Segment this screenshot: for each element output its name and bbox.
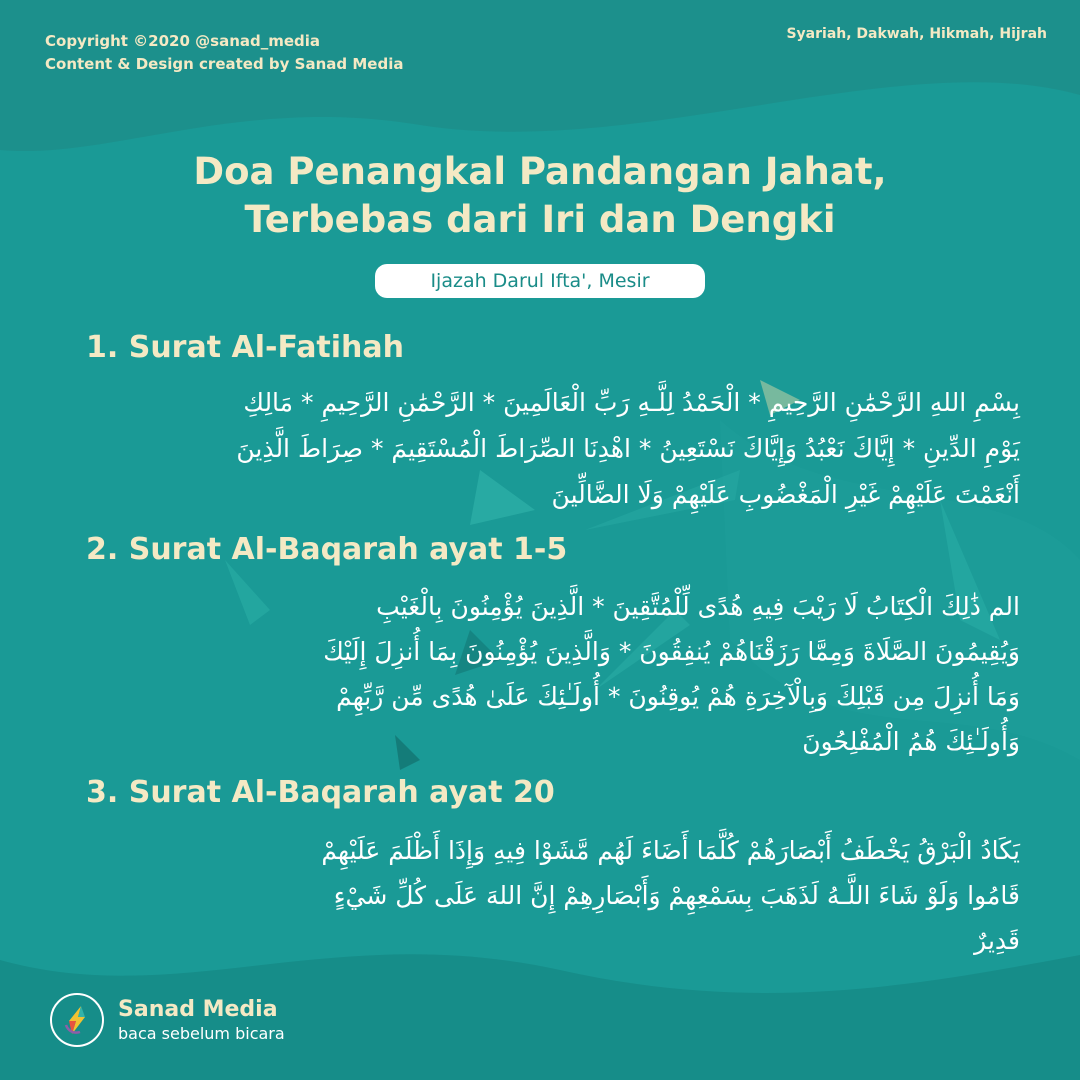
arabic-line: يَوْمِ الدِّينِ * إِيَّاكَ نَعْبُدُ وَإِيَّاكَ نَسْتَعِينُ * اهْدِنَا الصِّرَاطَ الْمُسْتَقِيمَ * صِرَاطَ الَّذِينَ [236,434,1020,463]
arabic-line: الم ذَٰلِكَ الْكِتَابُ لَا رَيْبَ فِيهِ هُدًى لِّلْمُتَّقِينَ * الَّذِينَ يُؤْمِنُونَ بِالْغَيْبِ [376,592,1020,621]
arabic-text-baqarah-1-5 [60,584,1020,764]
page-title [0,148,1080,244]
arabic-text-baqarah-20 [60,828,1020,963]
arabic-text-fatihah [60,380,1020,518]
brand-text [118,996,285,1044]
section-heading-baqarah-1-5: 2. Surat Al-Baqarah ayat 1-5 [86,532,568,567]
brand-tagline: baca sebelum bicara [118,1024,285,1043]
arabic-line: قَامُوا وَلَوْ شَاءَ اللَّـهُ لَذَهَبَ بِسَمْعِهِمْ وَأَبْصَارِهِمْ إِنَّ اللهَ عَلَى كُلِّ شَيْءٍ [333,881,1020,910]
brand-footer [50,990,285,1050]
copyright-line: Copyright ©2020 @sanad_media [45,32,321,50]
arabic-line: وَيُقِيمُونَ الصَّلَاةَ وَمِمَّا رَزَقْنَاهُمْ يُنفِقُونَ * وَالَّذِينَ يُؤْمِنُونَ بِمَا أُنزِلَ إِلَيْكَ [323,637,1020,666]
brand-name: Sanad Media [118,997,278,1022]
arabic-line: قَدِيرٌ [974,926,1020,955]
section-heading-fatihah: 1. Surat Al-Fatihah [86,330,405,365]
copyright-block [45,30,403,76]
arabic-line: وَأُولَـٰئِكَ هُمُ الْمُفْلِحُونَ [802,727,1020,756]
arabic-line: بِسْمِ اللهِ الرَّحْمَٰنِ الرَّحِيمِ * الْحَمْدُ لِلَّـهِ رَبِّ الْعَالَمِينَ * الرَّحْمَٰنِ الرَّحِيمِ * مَالِكِ [243,388,1020,417]
section-heading-baqarah-20: 3. Surat Al-Baqarah ayat 20 [86,775,555,810]
arabic-line: يَكَادُ الْبَرْقُ يَخْطَفُ أَبْصَارَهُمْ كُلَّمَا أَضَاءَ لَهُم مَّشَوْا فِيهِ وَإِذَا أَظْلَمَ عَلَيْهِمْ [321,836,1020,865]
arabic-line: أَنْعَمْتَ عَلَيْهِمْ غَيْرِ الْمَغْضُوبِ عَلَيْهِمْ وَلَا الضَّالِّينَ [551,480,1020,509]
source-badge: Ijazah Darul Ifta', Mesir [375,264,705,298]
sanad-media-logo-icon [50,993,104,1047]
topic-tags: Syariah, Dakwah, Hikmah, Hijrah [786,26,1047,42]
title-line-2: Terbebas dari Iri dan Dengki [244,198,836,241]
credit-line: Content & Design created by Sanad Media [45,55,404,73]
title-line-1: Doa Penangkal Pandangan Jahat, [193,150,887,193]
arabic-line: وَمَا أُنزِلَ مِن قَبْلِكَ وَبِالْآخِرَةِ هُمْ يُوقِنُونَ * أُولَـٰئِكَ عَلَىٰ هُدًى مِّن رَّبِّهِمْ [336,682,1020,711]
